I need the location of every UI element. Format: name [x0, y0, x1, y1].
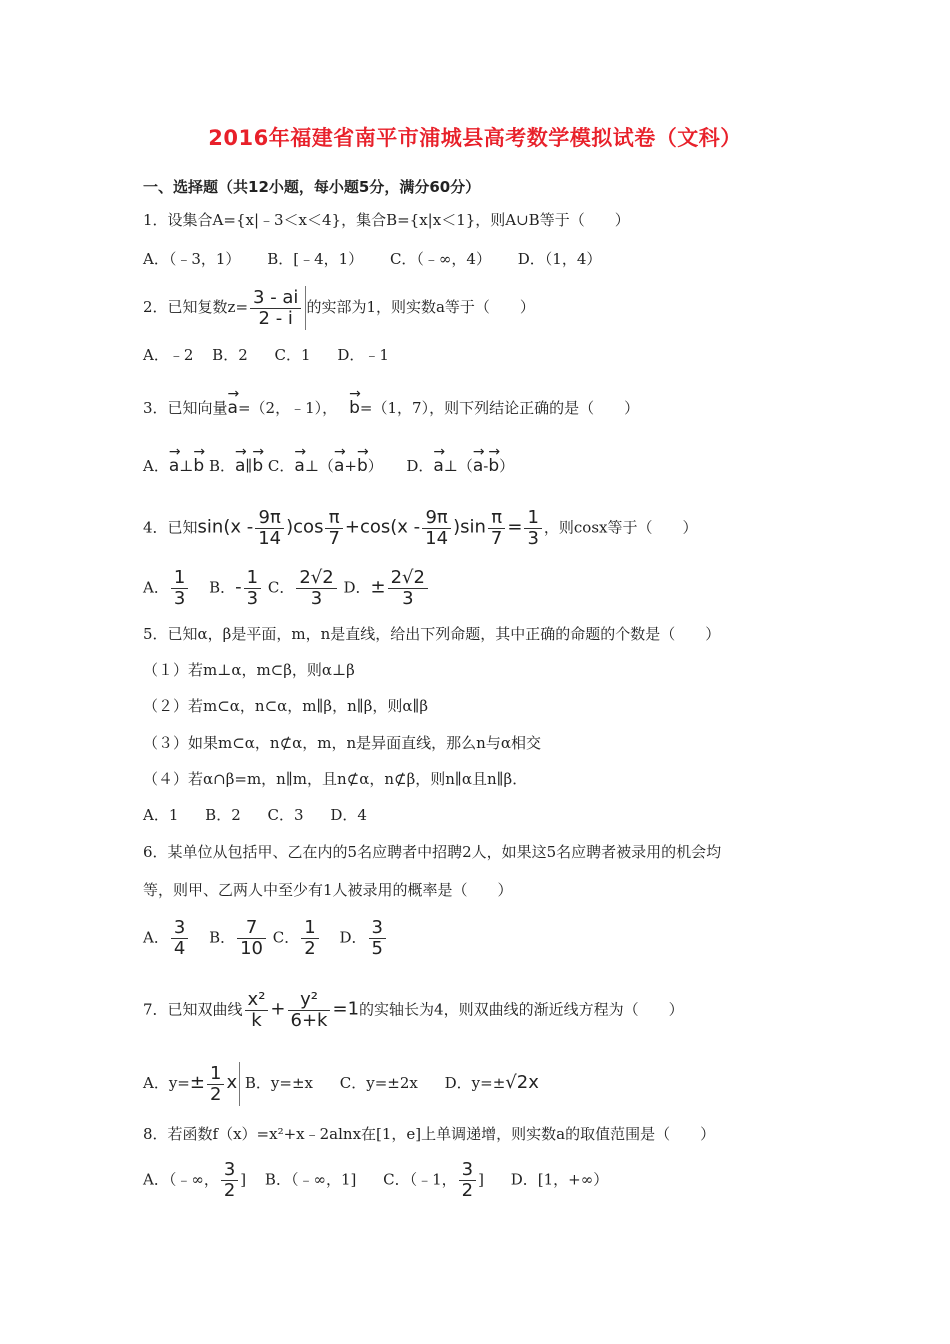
question-4-stem: 4．已知sin(x - $\frac{9\pi}{14}$ )cos $\frac{\pi}{7}$ +cos(x - $\frac{9\pi}{14}$ )sin $\frac{\pi}{7}$ = $\frac{1}{3}$ ，则cosx等于（ ）: [143, 507, 698, 549]
option-d: D．﹣1: [337, 346, 389, 364]
vector-b: → b: [349, 392, 360, 418]
question-7-options: A．y=± $\frac{1}{2}$ x B．y=±x C．y=±2x D．y=±√2x: [143, 1062, 539, 1105]
option-a: A．（﹣3，1）: [143, 250, 241, 268]
question-8-options: A．（﹣∞， $\frac{3}{2}$ ] B．（﹣∞，1] C．（﹣1， $\frac{3}{2}$ ] D．[1，+∞）: [143, 1159, 609, 1201]
proposition-1: （１）若m⊥α，m⊂β，则α⊥β: [143, 661, 355, 679]
question-4-options: A． $\frac{1}{3}$ B．- $\frac{1}{3}$ C． $\frac{2√2}{3}$ D．± $\frac{2√2}{3}$: [143, 568, 430, 609]
question-6-stem-line1: 6．某单位从包括甲、乙在内的5名应聘者中招聘2人，如果这5名应聘者被录用的机会均: [143, 843, 722, 861]
question-1-options: [143, 249, 601, 269]
question-7-stem: 7．已知双曲线 $\frac{\text{x²}}{k}$ + $\frac{\text{y²}}{6+k}$ =1的实轴长为4，则双曲线的渐近线方程为（ ）: [143, 989, 684, 1031]
question-2-stem: 2．已知复数z= $\frac{3 - ai}{2 - i}$ 的实部为1，则实数a等于（ ）: [143, 286, 535, 329]
question-3-stem: 3．已知向量→ a=（2，﹣1），→ b=（1，7），则下列结论正确的是（ ）: [143, 392, 639, 418]
proposition-4: （４）若α∩β=m，n∥m，且n⊄α，n⊄β，则n∥α且n∥β．: [143, 770, 528, 788]
option-d: D．（1，4）: [517, 250, 602, 268]
question-6-options: A． $\frac{3}{4}$ B． $\frac{7}{10}$ C． $\frac{1}{2}$ D． $\frac{3}{5}$: [143, 918, 388, 959]
question-6-stem-line2: 等，则甲、乙两人中至少有1人被录用的概率是（ ）: [143, 881, 513, 899]
proposition-2: （２）若m⊂α，n⊂α，m∥β，n∥β，则α∥β: [143, 697, 429, 715]
vector-a: → a: [228, 392, 238, 418]
question-1-stem: 1．设集合A={x|﹣3＜x＜4}，集合B={x|x＜1}，则A∪B等于（ ）: [143, 211, 630, 229]
complex-fraction: $\frac{3 - ai}{2 - i}$: [250, 288, 301, 329]
question-5-options: A．1 B．2 C．3 D．4: [143, 806, 367, 824]
question-5-stem: 5．已知α，β是平面，m，n是直线，给出下列命题，其中正确的命题的个数是（ ）: [143, 625, 721, 643]
option-c: C．1: [274, 346, 311, 364]
option-b: B．[﹣4，1）: [267, 250, 364, 268]
question-8-stem: 8．若函数f（x）=x²+x﹣2alnx在[1，e]上单调递增，则实数a的取值范围是（ ）: [143, 1125, 716, 1143]
proposition-3: （３）如果m⊂α，n⊄α，m，n是异面直线，那么n与α相交: [143, 734, 541, 752]
option-a: A．﹣2: [143, 346, 194, 364]
section-heading: 一、选择题（共12小题，每小题5分，满分60分）: [143, 178, 481, 196]
question-3-options: A．→ a⊥→ b B．→ a∥→ b C．→ a⊥（→ a+→ b） D．→ a⊥（→ a-→ b）: [143, 450, 514, 476]
question-2-options: [143, 345, 389, 365]
page-title: 2016年福建省南平市浦城县高考数学模拟试卷（文科）: [208, 126, 742, 150]
option-c: C．（﹣∞，4）: [389, 250, 491, 268]
option-b: B．2: [212, 346, 248, 364]
